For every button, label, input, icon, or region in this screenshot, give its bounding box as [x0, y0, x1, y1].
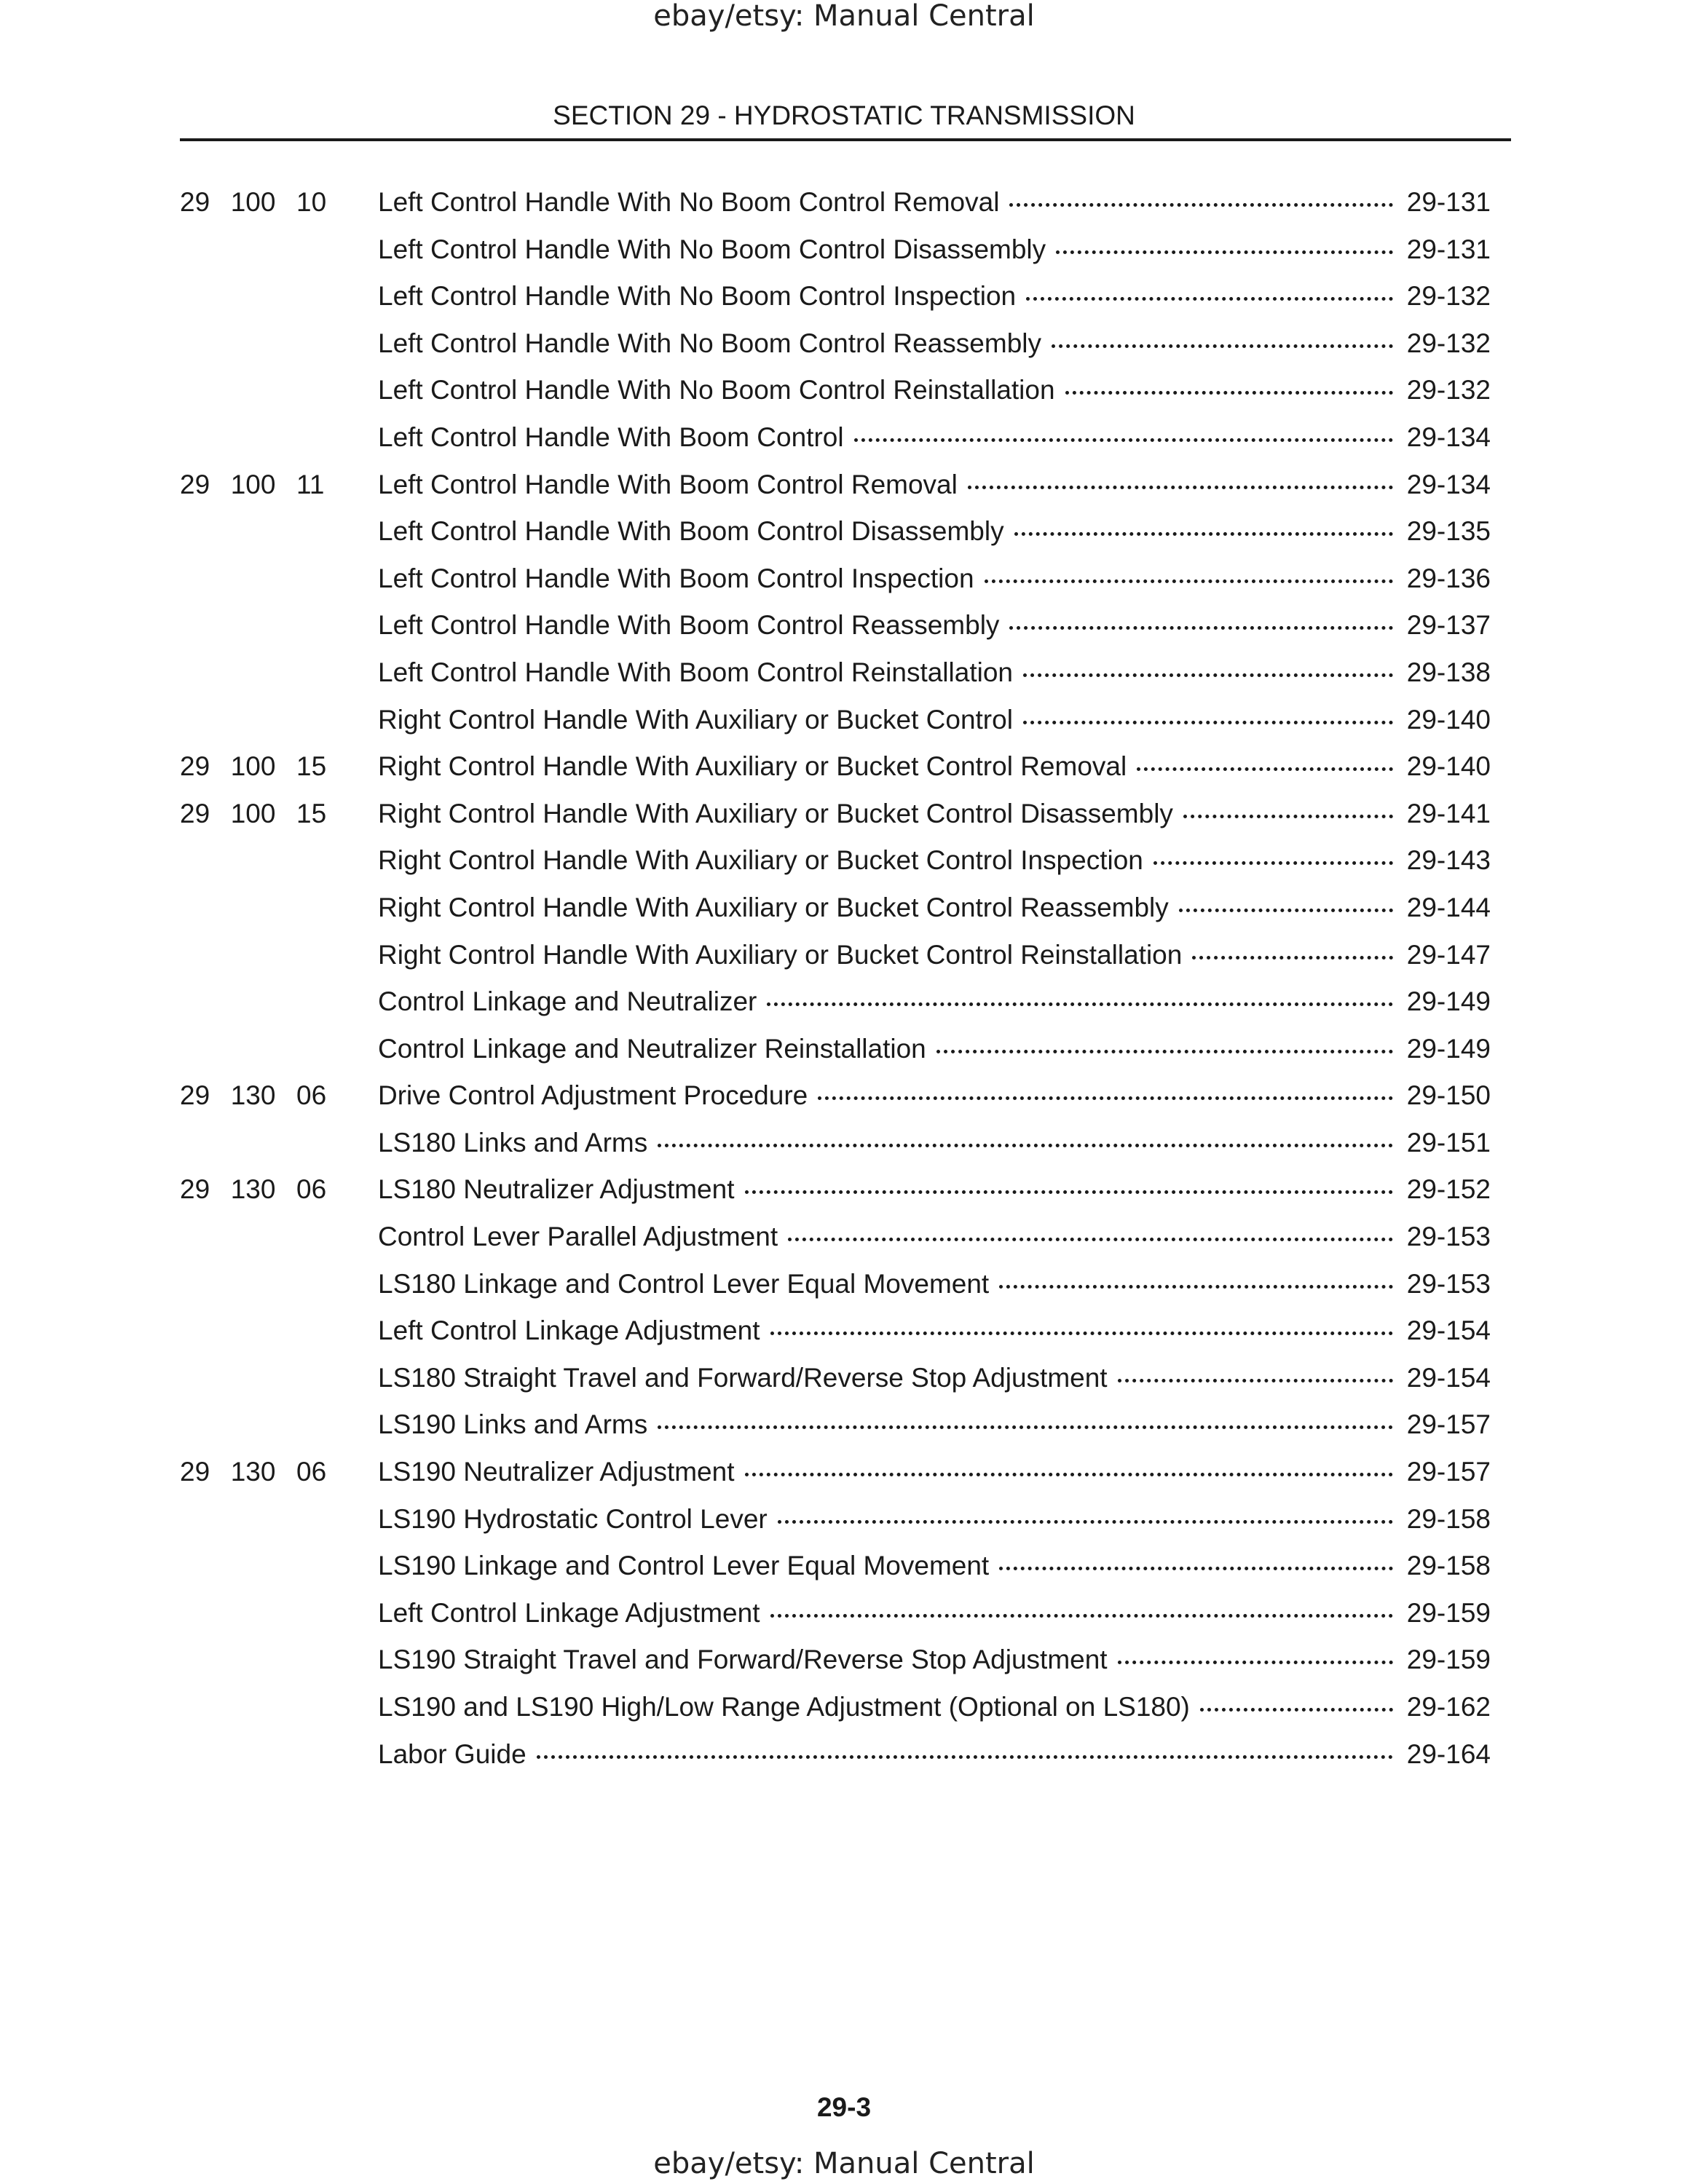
table-of-contents	[180, 181, 1491, 1779]
dot-leader	[767, 1002, 1393, 1006]
toc-entry	[378, 322, 1491, 365]
toc-entry-page: 29-140	[1406, 704, 1491, 735]
toc-entry-title: Left Control Handle With Boom Control Removal	[378, 469, 958, 499]
toc-section-code: 29 130 06	[180, 1174, 327, 1205]
toc-entry-page: 29-151	[1406, 1127, 1491, 1158]
toc-entry	[378, 1215, 1491, 1259]
dot-leader	[788, 1238, 1393, 1241]
toc-entry	[378, 1168, 1491, 1211]
toc-entry-page: 29-152	[1406, 1174, 1491, 1205]
dot-leader	[1118, 1661, 1393, 1664]
toc-entry-page: 29-134	[1406, 469, 1491, 499]
toc-entry	[378, 1733, 1491, 1776]
toc-entry-title: Left Control Handle With No Boom Control Inspection	[378, 281, 1017, 312]
toc-row	[180, 1685, 1491, 1733]
toc-row	[180, 1638, 1491, 1685]
toc-entry-page: 29-143	[1406, 845, 1491, 876]
dot-leader	[1023, 673, 1393, 677]
toc-entry-page: 29-164	[1406, 1738, 1491, 1769]
toc-entry	[378, 1685, 1491, 1729]
toc-entry-title: Right Control Handle With Auxiliary or Bucket Control	[378, 704, 1013, 735]
toc-entry	[378, 1262, 1491, 1306]
toc-entry-title: LS180 Links and Arms	[378, 1127, 648, 1158]
toc-entry-title: Right Control Handle With Auxiliary or Bucket Control Reassembly	[378, 892, 1169, 922]
toc-entry-page: 29-132	[1406, 281, 1491, 312]
dot-leader	[1179, 909, 1393, 912]
toc-entry-title: Left Control Handle With No Boom Control Reinstallation	[378, 375, 1055, 405]
toc-row	[180, 1450, 1491, 1497]
toc-row	[180, 1403, 1491, 1450]
toc-entry-page: 29-132	[1406, 375, 1491, 405]
dot-leader	[999, 1567, 1393, 1570]
toc-row	[180, 1121, 1491, 1168]
toc-row	[180, 463, 1491, 510]
toc-entry	[378, 557, 1491, 601]
toc-entry	[378, 1591, 1491, 1635]
section-header: SECTION 29 - HYDROSTATIC TRANSMISSION	[553, 100, 1135, 130]
toc-row	[180, 745, 1491, 792]
dot-leader	[1137, 767, 1393, 771]
toc-row	[180, 1497, 1491, 1545]
toc-entry-title: Control Linkage and Neutralizer	[378, 986, 757, 1017]
toc-entry-page: 29-149	[1406, 986, 1491, 1017]
toc-row	[180, 651, 1491, 698]
toc-entry-title: LS190 Straight Travel and Forward/Reverse Stop Adjustment	[378, 1645, 1108, 1675]
dot-leader	[854, 438, 1393, 442]
toc-row	[180, 1215, 1491, 1262]
toc-row	[180, 322, 1491, 369]
toc-entry	[378, 1309, 1491, 1353]
toc-row	[180, 792, 1491, 839]
toc-entry-title: LS190 and LS190 High/Low Range Adjustment (Optional on LS180)	[378, 1692, 1190, 1722]
toc-entry-page: 29-144	[1406, 892, 1491, 922]
toc-entry-title: Left Control Handle With No Boom Control Removal	[378, 187, 1000, 217]
toc-entry-title: Labor Guide	[378, 1738, 526, 1769]
toc-row	[180, 1262, 1491, 1310]
toc-entry-title: LS190 Links and Arms	[378, 1409, 648, 1440]
toc-entry	[378, 416, 1491, 459]
toc-entry	[378, 1027, 1491, 1071]
toc-entry-page: 29-154	[1406, 1362, 1491, 1393]
toc-row	[180, 368, 1491, 416]
dot-leader	[658, 1425, 1393, 1429]
toc-entry-page: 29-154	[1406, 1315, 1491, 1346]
toc-entry-page: 29-158	[1406, 1551, 1491, 1581]
dot-leader	[1153, 861, 1393, 865]
toc-entry-title: Left Control Linkage Adjustment	[378, 1597, 760, 1628]
toc-entry-page: 29-162	[1406, 1692, 1491, 1722]
dot-leader	[658, 1144, 1393, 1147]
toc-entry	[378, 368, 1491, 412]
toc-entry	[378, 980, 1491, 1024]
toc-entry	[378, 1497, 1491, 1541]
toc-row	[180, 839, 1491, 886]
toc-entry-title: LS180 Straight Travel and Forward/Reverse Stop Adjustment	[378, 1362, 1108, 1393]
toc-entry-page: 29-159	[1406, 1597, 1491, 1628]
dot-leader	[1052, 344, 1393, 348]
toc-row	[180, 1027, 1491, 1075]
toc-row	[180, 886, 1491, 933]
toc-entry-page: 29-159	[1406, 1645, 1491, 1675]
toc-entry-title: Left Control Handle With Boom Control Reassembly	[378, 610, 1000, 641]
toc-entry-title: Left Control Handle With Boom Control	[378, 422, 844, 452]
dot-leader	[936, 1050, 1393, 1053]
toc-entry	[378, 1638, 1491, 1682]
toc-entry-page: 29-134	[1406, 422, 1491, 452]
dot-leader	[778, 1520, 1393, 1524]
dot-leader	[745, 1190, 1394, 1194]
toc-entry-page: 29-141	[1406, 798, 1491, 828]
toc-row	[180, 1733, 1491, 1780]
toc-row	[180, 698, 1491, 745]
toc-entry-title: Left Control Handle With No Boom Control Reassembly	[378, 328, 1041, 358]
toc-section-code: 29 100 15	[180, 798, 327, 828]
toc-row	[180, 1591, 1491, 1639]
watermark-top: ebay/etsy: Manual Central	[653, 0, 1035, 33]
toc-entry-title: Right Control Handle With Auxiliary or Bucket Control Disassembly	[378, 798, 1173, 828]
dot-leader	[1192, 956, 1393, 960]
dot-leader	[1009, 626, 1393, 630]
dot-leader	[1118, 1379, 1393, 1382]
toc-entry-title: Control Linkage and Neutralizer Reinstallation	[378, 1033, 926, 1064]
toc-entry	[378, 745, 1491, 788]
toc-entry-page: 29-147	[1406, 939, 1491, 970]
toc-section-code: 29 130 06	[180, 1457, 327, 1487]
toc-entry-page: 29-131	[1406, 234, 1491, 264]
toc-entry	[378, 1074, 1491, 1117]
toc-entry-page: 29-140	[1406, 751, 1491, 782]
toc-row	[180, 933, 1491, 981]
dot-leader	[1014, 532, 1393, 536]
toc-entry-title: Left Control Handle With No Boom Control Disassembly	[378, 234, 1046, 264]
toc-entry-title: Left Control Handle With Boom Control Disassembly	[378, 516, 1004, 547]
toc-row	[180, 980, 1491, 1027]
toc-entry-title: Left Control Linkage Adjustment	[378, 1315, 760, 1346]
toc-row	[180, 1074, 1491, 1121]
toc-entry-title: Control Lever Parallel Adjustment	[378, 1222, 778, 1252]
dot-leader	[1183, 815, 1393, 818]
dot-leader	[1065, 391, 1393, 395]
toc-entry	[378, 510, 1491, 553]
toc-row	[180, 228, 1491, 275]
toc-entry	[378, 228, 1491, 272]
toc-entry-page: 29-135	[1406, 516, 1491, 547]
toc-entry-title: LS180 Linkage and Control Lever Equal Movement	[378, 1268, 990, 1299]
toc-entry	[378, 933, 1491, 977]
toc-entry	[378, 1450, 1491, 1494]
toc-entry	[378, 698, 1491, 742]
dot-leader	[1200, 1708, 1393, 1712]
toc-entry	[378, 886, 1491, 930]
toc-section-code: 29 130 06	[180, 1080, 327, 1111]
dot-leader	[1056, 250, 1393, 254]
toc-entry-title: Left Control Handle With Boom Control Reinstallation	[378, 657, 1013, 687]
toc-entry-page: 29-157	[1406, 1409, 1491, 1440]
toc-entry-page: 29-149	[1406, 1033, 1491, 1064]
toc-entry-title: Left Control Handle With Boom Control Inspection	[378, 563, 974, 593]
header-rule	[180, 138, 1511, 141]
toc-entry-title: Drive Control Adjustment Procedure	[378, 1080, 808, 1111]
dot-leader	[1009, 203, 1393, 207]
toc-entry-page: 29-136	[1406, 563, 1491, 593]
toc-entry	[378, 1544, 1491, 1588]
toc-entry-title: Right Control Handle With Auxiliary or Bucket Control Removal	[378, 751, 1127, 782]
toc-entry-title: Right Control Handle With Auxiliary or Bucket Control Reinstallation	[378, 939, 1183, 970]
toc-entry-page: 29-132	[1406, 328, 1491, 358]
toc-row	[180, 604, 1491, 651]
toc-entry	[378, 1356, 1491, 1400]
toc-row	[180, 510, 1491, 557]
toc-entry	[378, 181, 1491, 224]
toc-entry-title: LS190 Hydrostatic Control Lever	[378, 1503, 768, 1534]
toc-entry-page: 29-153	[1406, 1222, 1491, 1252]
toc-entry-page: 29-138	[1406, 657, 1491, 687]
dot-leader	[537, 1755, 1393, 1759]
toc-entry	[378, 651, 1491, 695]
toc-row	[180, 557, 1491, 604]
toc-row	[180, 181, 1491, 228]
toc-row	[180, 274, 1491, 322]
toc-section-code: 29 100 10	[180, 187, 327, 217]
toc-entry-page: 29-131	[1406, 187, 1491, 217]
toc-entry-page: 29-150	[1406, 1080, 1491, 1111]
toc-entry-page: 29-157	[1406, 1457, 1491, 1487]
toc-row	[180, 1309, 1491, 1356]
watermark-bottom: ebay/etsy: Manual Central	[653, 2147, 1035, 2180]
toc-entry-title: Right Control Handle With Auxiliary or Bucket Control Inspection	[378, 845, 1143, 876]
toc-section-code: 29 100 11	[180, 469, 325, 499]
toc-row	[180, 1168, 1491, 1215]
toc-entry	[378, 274, 1491, 318]
toc-entry-page: 29-137	[1406, 610, 1491, 641]
dot-leader	[968, 486, 1393, 489]
dot-leader	[770, 1332, 1394, 1335]
toc-entry	[378, 463, 1491, 507]
toc-entry-title: LS190 Linkage and Control Lever Equal Movement	[378, 1551, 990, 1581]
toc-entry-page: 29-153	[1406, 1268, 1491, 1299]
dot-leader	[1026, 297, 1393, 301]
toc-entry	[378, 792, 1491, 836]
toc-row	[180, 416, 1491, 463]
dot-leader	[745, 1473, 1394, 1476]
toc-row	[180, 1356, 1491, 1404]
dot-leader	[1023, 721, 1393, 724]
dot-leader	[770, 1614, 1394, 1618]
toc-entry	[378, 839, 1491, 882]
page-number: 29-3	[816, 2092, 872, 2122]
toc-entry-title: LS190 Neutralizer Adjustment	[378, 1457, 735, 1487]
toc-entry	[378, 604, 1491, 647]
dot-leader	[818, 1096, 1393, 1100]
toc-entry-title: LS180 Neutralizer Adjustment	[378, 1174, 735, 1205]
toc-entry	[378, 1403, 1491, 1447]
toc-row	[180, 1544, 1491, 1591]
dot-leader	[985, 579, 1393, 583]
toc-entry	[378, 1121, 1491, 1165]
toc-entry-page: 29-158	[1406, 1503, 1491, 1534]
dot-leader	[999, 1285, 1393, 1289]
toc-section-code: 29 100 15	[180, 751, 327, 782]
